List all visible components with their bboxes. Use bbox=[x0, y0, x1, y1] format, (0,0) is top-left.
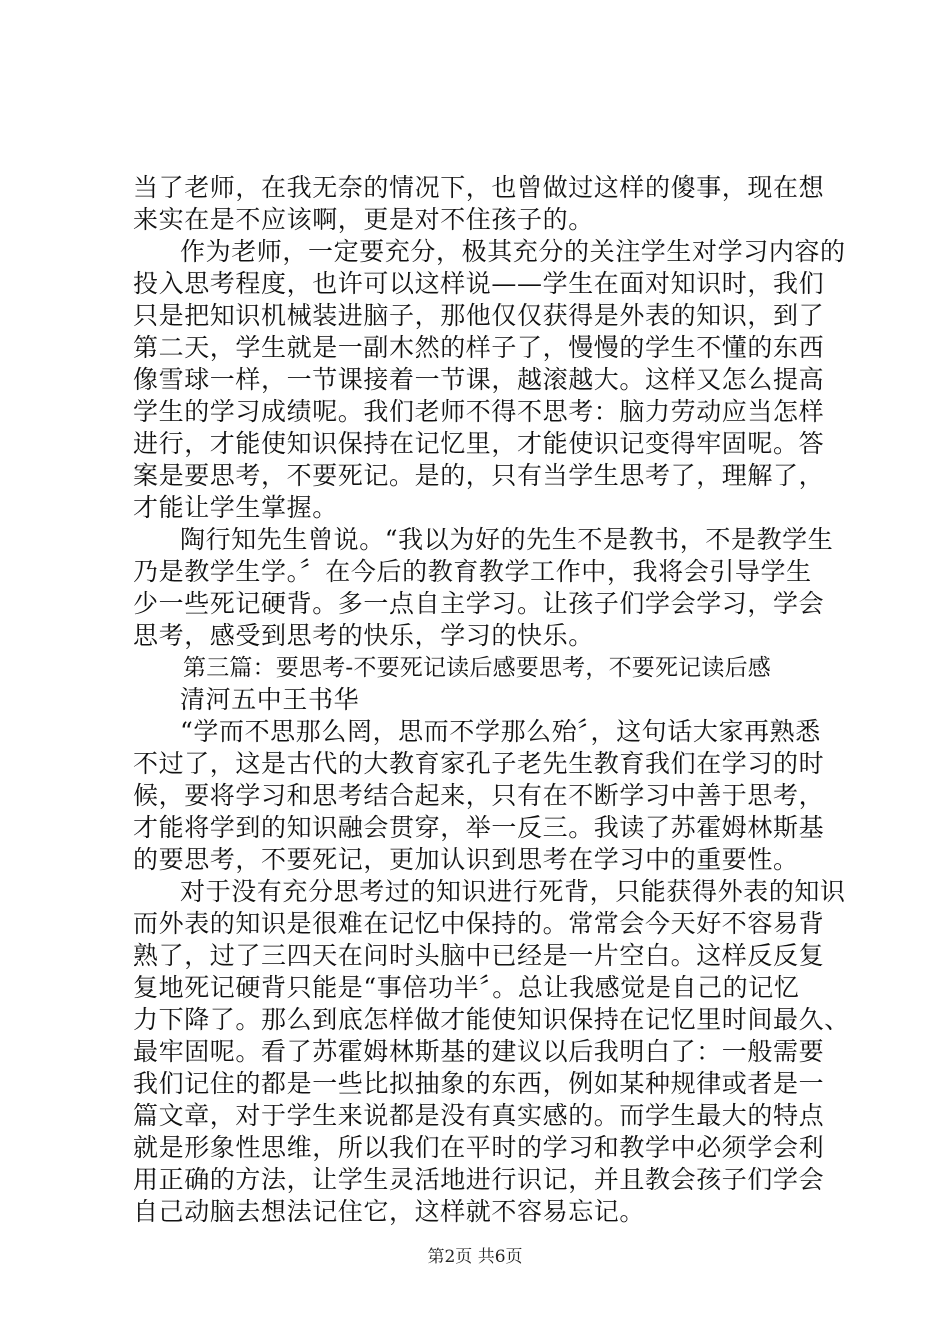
text-line: 进行，才能使知识保持在记忆里，才能使识记变得牢固呢。答 bbox=[133, 429, 825, 458]
text-line: 当了老师，在我无奈的情况下，也曾做过这样的傻事，现在想 bbox=[133, 173, 825, 202]
text-line: 用正确的方法，让学生灵活地进行识记，并且教会孩子们学会 bbox=[133, 1165, 825, 1194]
text-line: 复地死记硬背只能是“事倍功半〞。总让我感觉是自己的记忆 bbox=[133, 973, 800, 1002]
text-line: 思考，感受到思考的快乐，学习的快乐。 bbox=[133, 621, 594, 650]
text-line: 少一些死记硬背。多一点自主学习。让孩子们学会学习，学会 bbox=[133, 589, 825, 618]
text-line: 只是把知识机械装进脑子，那他仅仅获得是外表的知识，到了 bbox=[133, 301, 825, 330]
text-line: 最牢固呢。看了苏霍姆林斯基的建议以后我明白了：一般需要 bbox=[133, 1037, 825, 1066]
document-body bbox=[133, 172, 850, 1228]
text-line: 不过了，这是古代的大教育家孔子老先生教育我们在学习的时 bbox=[133, 749, 825, 778]
text-line: 对于没有充分思考过的知识进行死背，只能获得外表的知识 bbox=[180, 877, 846, 906]
text-line: 而外表的知识是很难在记忆中保持的。常常会今天好不容易背 bbox=[133, 909, 825, 938]
text-line: 篇文章，对于学生来说都是没有真实感的。而学生最大的特点 bbox=[133, 1101, 825, 1130]
text-line: 乃是教学生学。〞在今后的教育教学工作中，我将会引导学生 bbox=[133, 557, 812, 586]
text-line: 候，要将学习和思考结合起来，只有在不断学习中善于思考， bbox=[133, 781, 825, 810]
text-line: “学而不思那么罔，思而不学那么殆〞，这句话大家再熟悉 bbox=[180, 717, 821, 746]
text-line: 学生的学习成绩呢。我们老师不得不思考：脑力劳动应当怎样 bbox=[133, 397, 825, 426]
text-line: 自己动脑去想法记住它，这样就不容易忘记。 bbox=[133, 1197, 646, 1226]
text-line: 来实在是不应该啊，更是对不住孩子的。 bbox=[133, 205, 594, 234]
text-line: 熟了，过了三四天在问时头脑中已经是一片空白。这样反反复 bbox=[133, 941, 825, 970]
text-line: 作为老师，一定要充分，极其充分的关注学生对学习内容的 bbox=[180, 237, 846, 266]
text-line: 我们记住的都是一些比拟抽象的东西，例如某种规律或者是一 bbox=[133, 1069, 825, 1098]
text-line: 第二天，学生就是一副木然的样子了，慢慢的学生不懂的东西 bbox=[133, 333, 825, 362]
text-line: 投入思考程度，也许可以这样说——学生在面对知识时，我们 bbox=[133, 269, 825, 298]
text-line: 才能让学生掌握。 bbox=[133, 493, 338, 522]
text-line: 就是形象性思维，所以我们在平时的学习和教学中必须学会利 bbox=[133, 1133, 825, 1162]
text-line: 陶行知先生曾说。“我以为好的先生不是教书，不是教学生 bbox=[180, 525, 834, 554]
section-heading: 第三篇：要思考-不要死记读后感要思考，不要死记读后感 bbox=[183, 655, 771, 681]
text-line: 才能将学到的知识融会贯穿，举一反三。我读了苏霍姆林斯基 bbox=[133, 813, 825, 842]
text-line: 案是要思考，不要死记。是的，只有当学生思考了，理解了， bbox=[133, 461, 825, 490]
page-number-footer: 第2页 共6页 bbox=[427, 1247, 523, 1267]
text-line: 像雪球一样，一节课接着一节课，越滚越大。这样又怎么提高 bbox=[133, 365, 825, 394]
text-line: 力下降了。那么到底怎样做才能使知识保持在记忆里时间最久、 bbox=[133, 1005, 850, 1034]
author-line: 清河五中王书华 bbox=[180, 685, 360, 714]
text-line: 的要思考，不要死记，更加认识到思考在学习中的重要性。 bbox=[133, 845, 799, 874]
